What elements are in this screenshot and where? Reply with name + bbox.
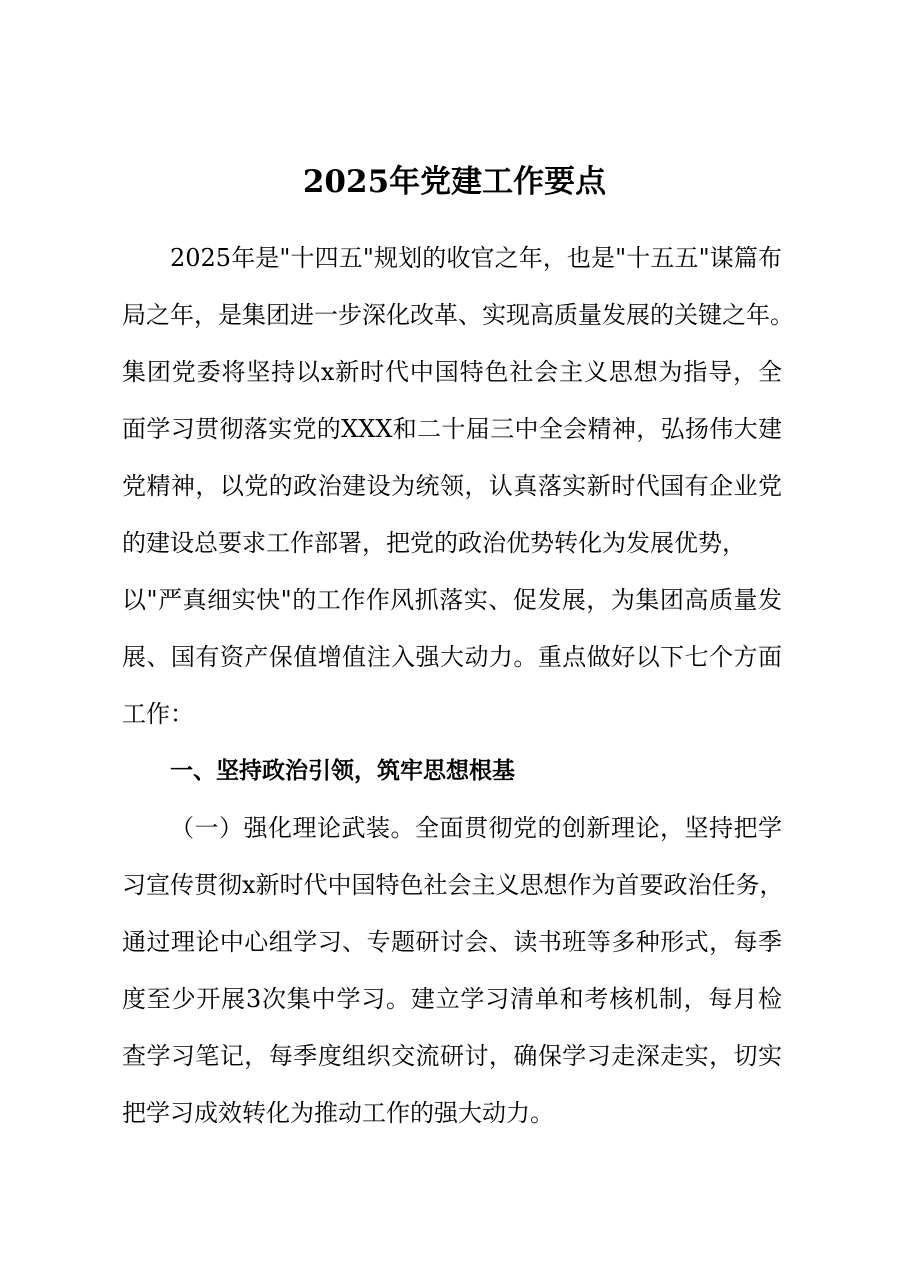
paragraph-line: 局之年，是集团进一步深化改革、实现高质量发展的关键之年。 [122, 301, 794, 329]
paragraph-line: 查学习笔记，每季度组织交流研讨，确保学习走深走实，切实 [122, 1042, 782, 1070]
paragraph-line: 集团党委将坚持以x新时代中国特色社会主义思想为指导，全 [122, 358, 782, 386]
paragraph-line: 2025年是"十四五"规划的收官之年，也是"十五五"谋篇布 [170, 244, 782, 272]
paragraph-line: 以"严真细实快"的工作作风抓落实、促发展，为集团高质量发 [122, 586, 782, 614]
paragraph-line: （一）强化理论武装。全面贯彻党的创新理论，坚持把学 [170, 814, 782, 842]
paragraph-line: 的建设总要求工作部署，把党的政治优势转化为发展优势， [122, 529, 746, 557]
paragraph-line: 工作： [122, 700, 194, 728]
paragraph-line: 通过理论中心组学习、专题研讨会、读书班等多种形式，每季 [122, 928, 782, 956]
document-title: 2025年党建工作要点 [302, 164, 607, 200]
paragraph-line: 把学习成效转化为推动工作的强大动力。 [122, 1099, 554, 1127]
paragraph-line: 面学习贯彻落实党的XXX和二十届三中全会精神，弘扬伟大建 [122, 415, 782, 443]
paragraph-line: 习宣传贯彻x新时代中国特色社会主义思想作为首要政治任务， [122, 871, 784, 899]
paragraph-line: 展、国有资产保值增值注入强大动力。重点做好以下七个方面 [122, 643, 782, 671]
paragraph-line: 度至少开展3次集中学习。建立学习清单和考核机制，每月检 [122, 985, 782, 1013]
section-heading: 一、坚持政治引领，筑牢思想根基 [170, 758, 515, 784]
paragraph-line: 党精神，以党的政治建设为统领，认真落实新时代国有企业党 [122, 472, 782, 500]
